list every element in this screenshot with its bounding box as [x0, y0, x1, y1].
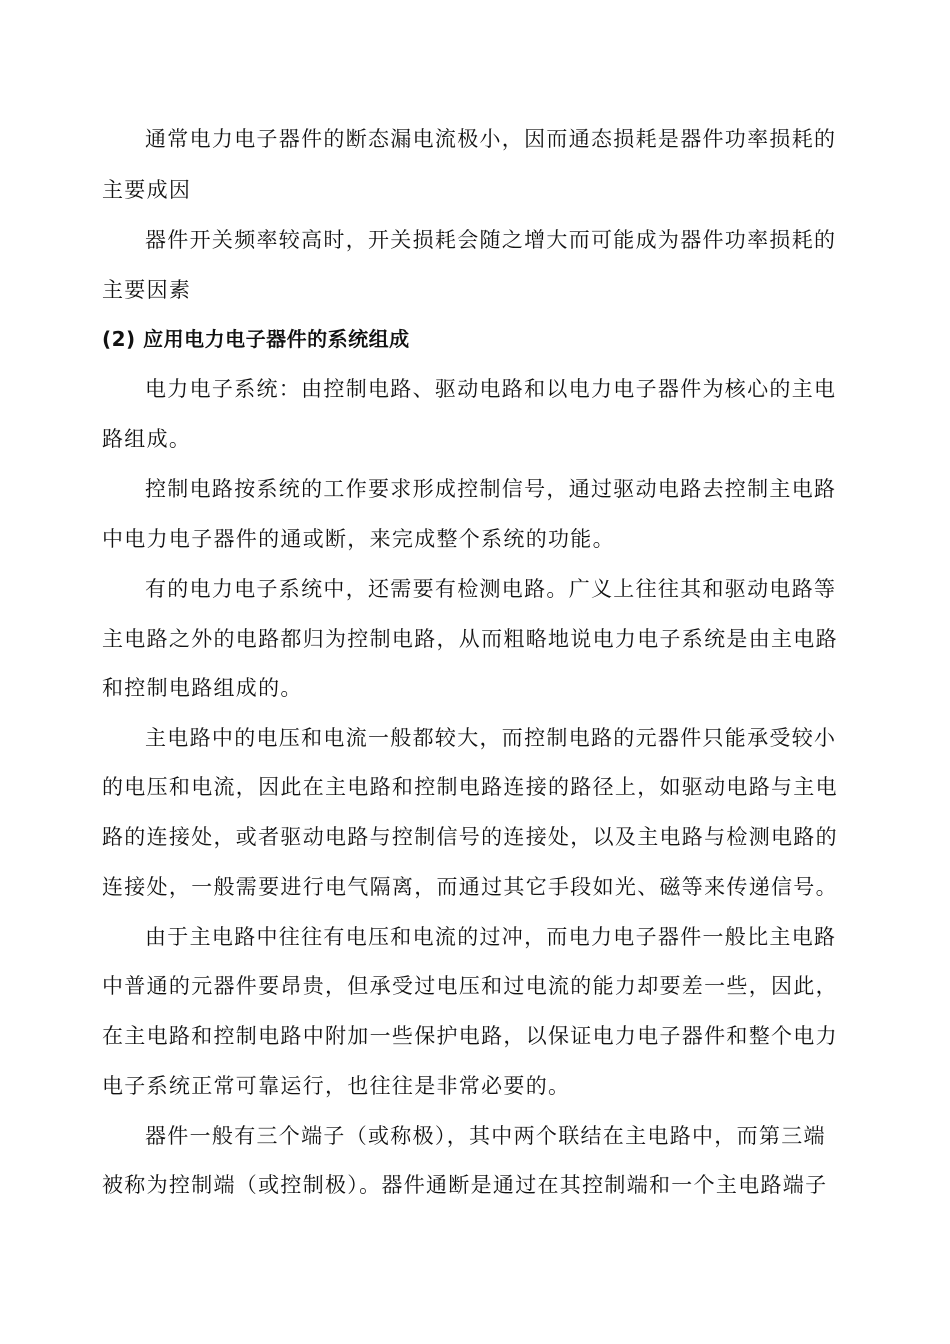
paragraph-7-line-1: 由于主电路中往往有电压和电流的过冲，而电力电子器件一般比主电路 [145, 925, 837, 949]
paragraph-4-line-1: 控制电路按系统的工作要求形成控制信号，通过驱动电路去控制主电路 [145, 477, 837, 501]
paragraph-5-line-3: 和控制电路组成的。 [102, 676, 303, 700]
paragraph-5-line-2: 主电路之外的电路都归为控制电路，从而粗略地说电力电子系统是由主电路 [102, 627, 838, 651]
paragraph-6-line-2: 的电压和电流，因此在主电路和控制电路连接的路径上，如驱动电路与主电 [102, 775, 838, 799]
paragraph-6-line-3: 路的连接处，或者驱动电路与控制信号的连接处，以及主电路与检测电路的 [102, 825, 838, 849]
paragraph-7-line-3: 在主电路和控制电路中附加一些保护电路，以保证电力电子器件和整个电力 [102, 1024, 838, 1048]
paragraph-2-line-2: 主要因素 [102, 278, 192, 302]
paragraph-8-line-1: 器件一般有三个端子（或称极），其中两个联结在主电路中，而第三端 [145, 1124, 826, 1148]
paragraph-3-line-1: 电力电子系统：由控制电路、驱动电路和以电力电子器件为核心的主电 [145, 377, 837, 401]
paragraph-4-line-2: 中电力电子器件的通或断，来完成整个系统的功能。 [102, 527, 615, 551]
paragraph-7-line-4: 电子系统正常可靠运行，也往往是非常必要的。 [102, 1074, 571, 1098]
paragraph-1-line-2: 主要成因 [102, 178, 192, 202]
paragraph-6-line-4: 连接处，一般需要进行电气隔离，而通过其它手段如光、磁等来传递信号。 [102, 875, 838, 899]
paragraph-2-line-1: 器件开关频率较高时，开关损耗会随之增大而可能成为器件功率损耗的 [145, 228, 837, 252]
paragraph-3-line-2: 路组成。 [102, 427, 192, 451]
paragraph-7-line-2: 中普通的元器件要昂贵，但承受过电压和过电流的能力却要差一些，因此， [102, 974, 838, 998]
paragraph-5-line-1: 有的电力电子系统中，还需要有检测电路。广义上往往其和驱动电路等 [145, 577, 837, 601]
paragraph-1-line-1: 通常电力电子器件的断态漏电流极小，因而通态损耗是器件功率损耗的 [145, 127, 837, 151]
section-heading: (2) 应用电力电子器件的系统组成 [102, 327, 410, 351]
paragraph-8-line-2: 被称为控制端（或控制极）。器件通断是通过在其控制端和一个主电路端子 [102, 1173, 828, 1197]
paragraph-6-line-1: 主电路中的电压和电流一般都较大，而控制电路的元器件只能承受较小 [145, 726, 837, 750]
